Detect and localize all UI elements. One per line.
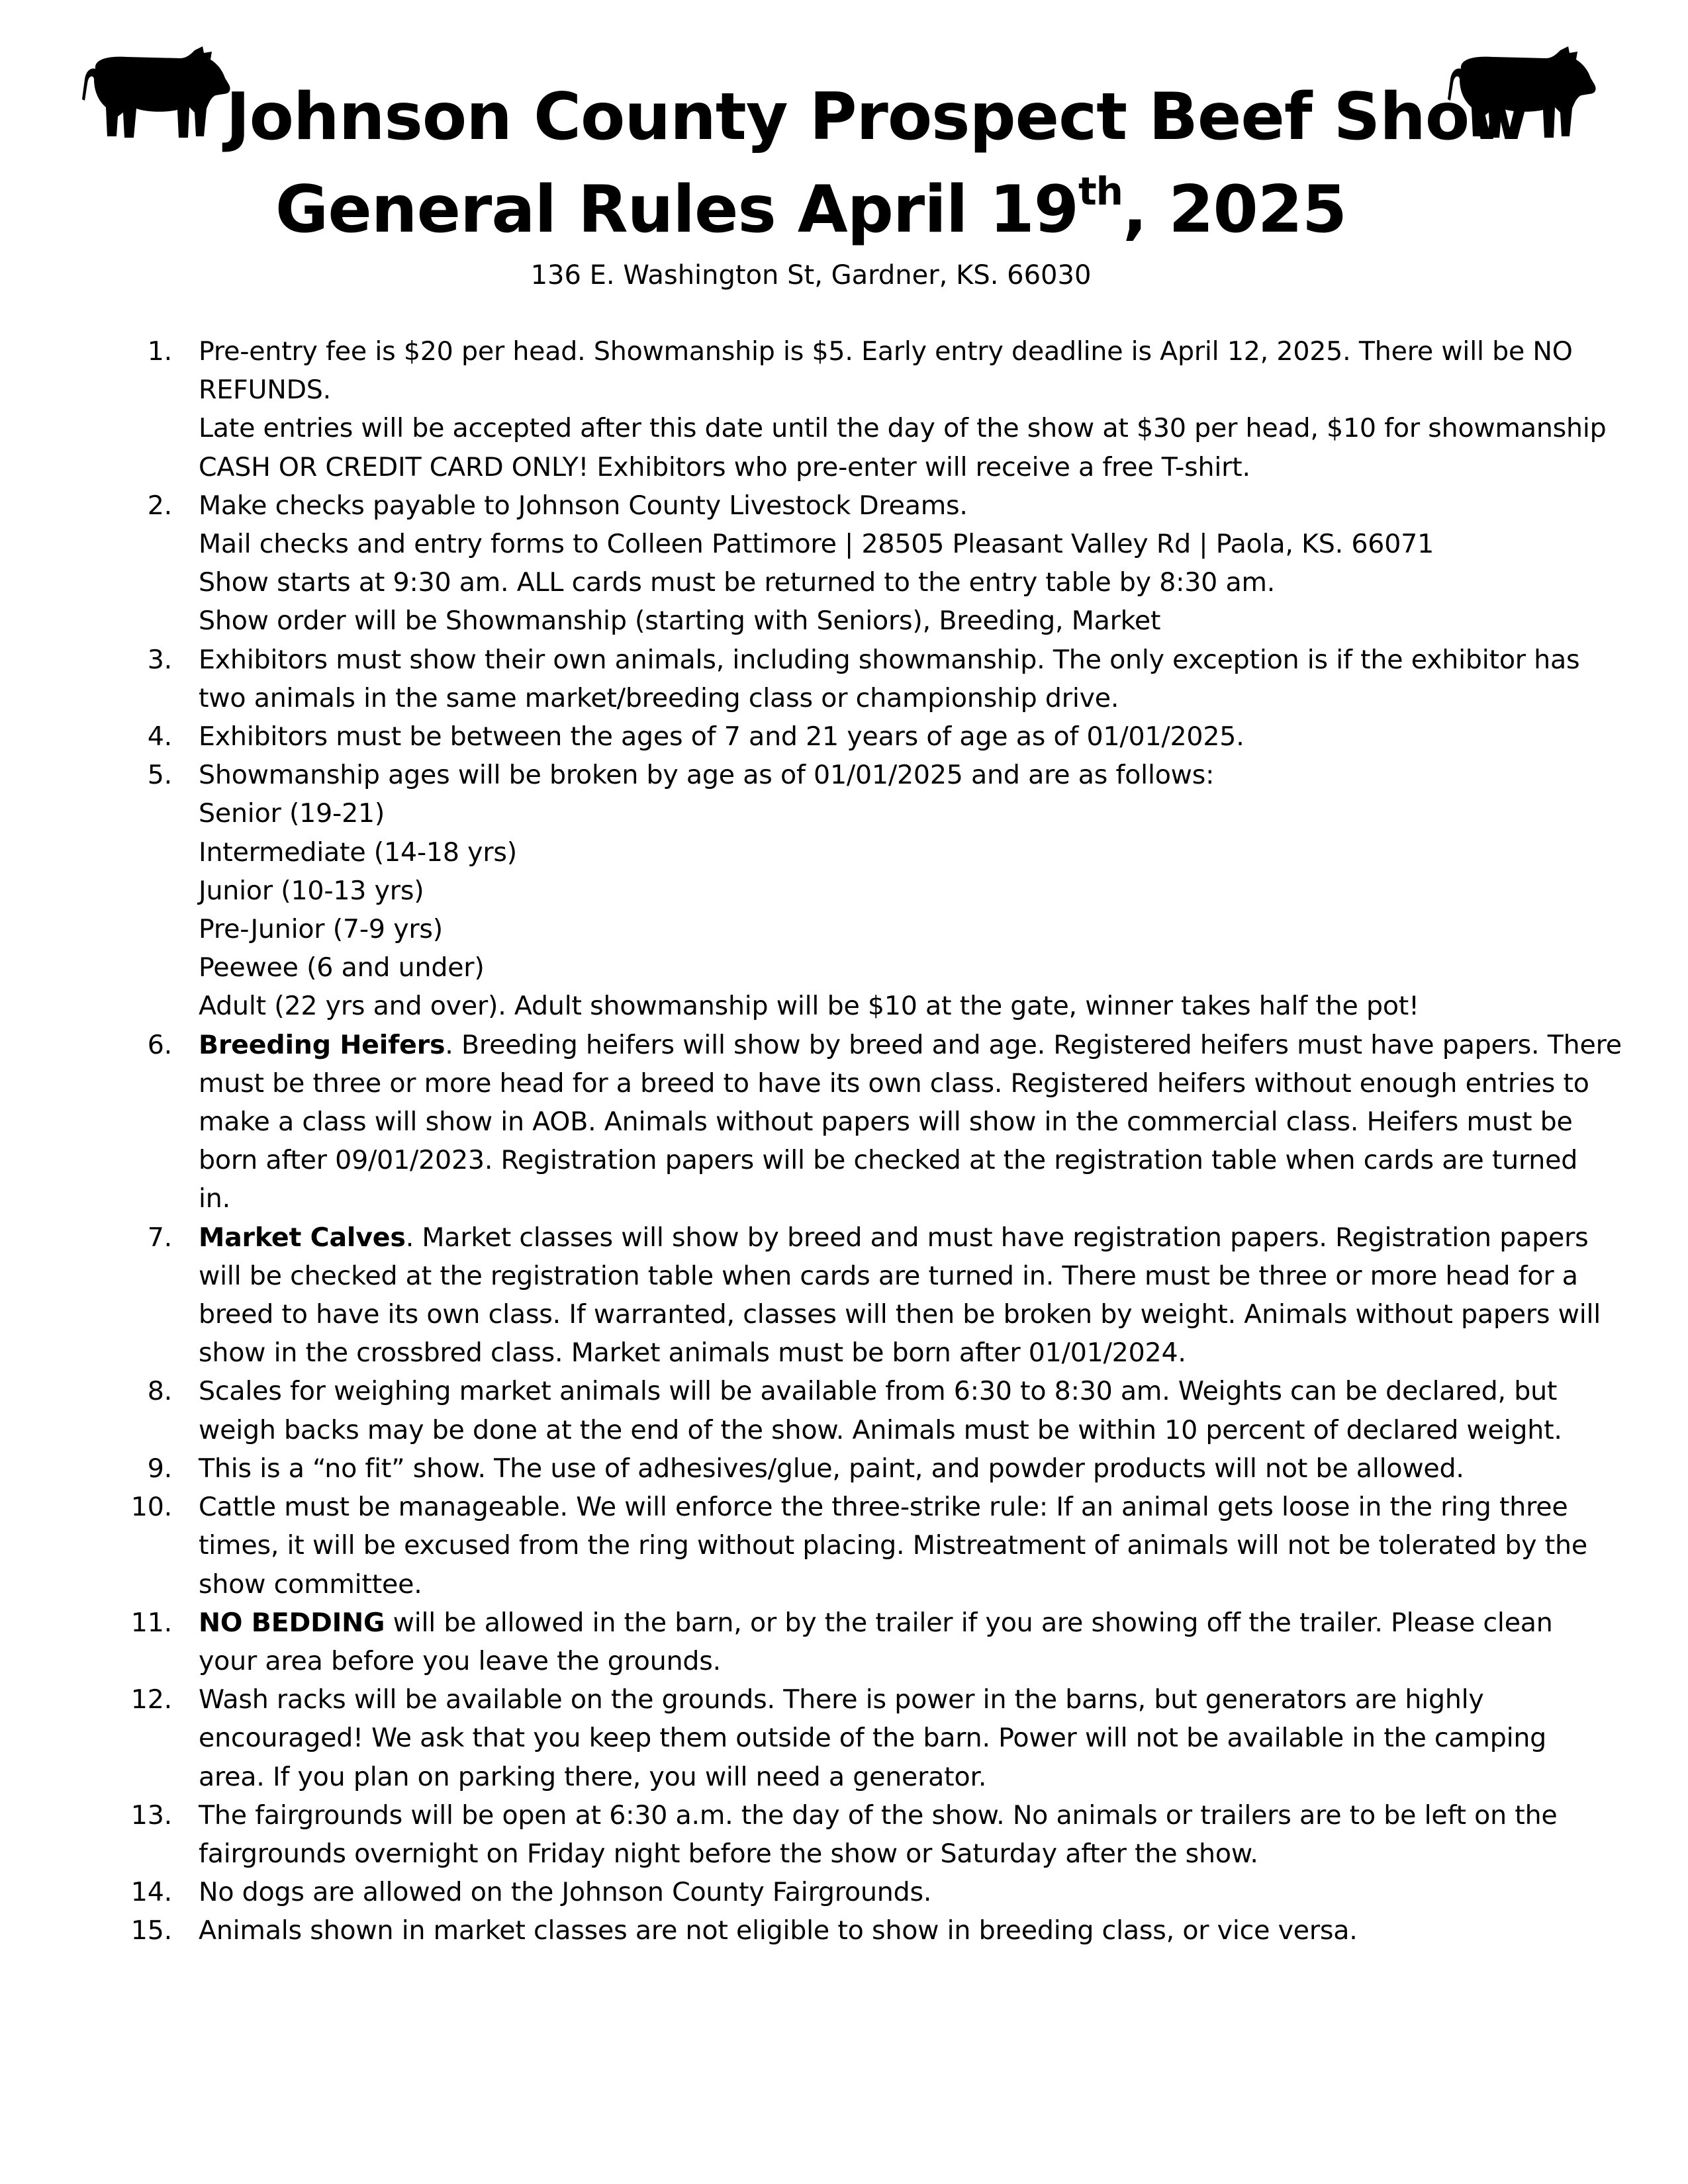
subtitle-superscript: th bbox=[1078, 169, 1123, 214]
rule-line: Intermediate (14-18 yrs) bbox=[199, 837, 517, 868]
rule-line: CASH OR CREDIT CARD ONLY! Exhibitors who pre-enter will receive a free T-shirt. bbox=[199, 451, 1250, 482]
rule-number: 13. bbox=[130, 1799, 172, 1831]
rule-item bbox=[0, 1449, 1688, 1488]
rule-line: This is a “no fit” show. The use of adhesives/glue, paint, and powder products will not be allowed. bbox=[199, 1453, 1464, 1484]
rule-number: 12. bbox=[130, 1684, 172, 1715]
rule-line: Peewee (6 and under) bbox=[199, 952, 485, 983]
rule-line: No dogs are allowed on the Johnson County Fairgrounds. bbox=[199, 1877, 932, 1908]
rule-line: Senior (19-21) bbox=[199, 798, 385, 829]
subtitle-main: General Rules April 19 bbox=[275, 172, 1078, 248]
rule-item bbox=[0, 1218, 1688, 1373]
rule-item bbox=[0, 1372, 1688, 1449]
rule-line: Exhibitors must be between the ages of 7 and 21 years of age as of 01/01/2025. bbox=[199, 721, 1244, 752]
rule-number: 7. bbox=[147, 1222, 172, 1253]
rule-line bbox=[199, 1604, 1595, 1642]
rule-number: 9. bbox=[147, 1453, 172, 1484]
rule-line: Animals shown in market classes are not eligible to show in breeding class, or vice versa. bbox=[199, 1915, 1358, 1946]
rule-item bbox=[0, 1796, 1688, 1873]
rule-number: 1. bbox=[147, 336, 172, 367]
rule-number: 8. bbox=[147, 1376, 172, 1407]
rule-item bbox=[0, 1488, 1688, 1604]
rule-line: Show starts at 9:30 am. ALL cards must be returned to the entry table by 8:30 am. bbox=[199, 567, 1276, 598]
rule-number: 2. bbox=[147, 490, 172, 521]
rule-line: Wash racks will be available on the grounds. There is power in the barns, but generators are highly bbox=[199, 1684, 1484, 1715]
venue-address: 136 E. Washington St, Gardner, KS. 66030 bbox=[530, 260, 1092, 291]
rule-line bbox=[199, 1218, 1595, 1257]
rules-list bbox=[0, 332, 1688, 1950]
rule-line: Pre-entry fee is $20 per head. Showmanship is $5. Early entry deadline is April 12, 2025. There will be NO bbox=[199, 336, 1573, 367]
rule-line: Make checks payable to Johnson County Livestock Dreams. bbox=[199, 490, 968, 521]
rule-line: breed to have its own class. If warranted, classes will then be broken by weight. Animals without papers will bbox=[199, 1299, 1601, 1330]
rule-line: in. bbox=[199, 1183, 230, 1214]
rule-line: Showmanship ages will be broken by age as of 01/01/2025 and are as follows: bbox=[199, 760, 1215, 791]
rule-line: The fairgrounds will be open at 6:30 a.m. the day of the show. No animals or trailers are to be left on the bbox=[199, 1799, 1558, 1831]
rule-line: area. If you plan on parking there, you will need a generator. bbox=[199, 1761, 987, 1792]
rule-line: Junior (10-13 yrs) bbox=[199, 875, 424, 906]
rule-item bbox=[0, 1026, 1688, 1218]
rule-item bbox=[0, 1873, 1688, 1911]
rule-number: 5. bbox=[147, 760, 172, 791]
rule-line: REFUNDS. bbox=[199, 375, 332, 406]
rule-line: make a class will show in AOB. Animals without papers will show in the commercial class. Heifers must be bbox=[199, 1107, 1573, 1138]
rule-text: . Breeding heifers will show by breed and age. Registered heifers must have papers. There bbox=[445, 1029, 1622, 1060]
rule-line: weigh backs may be done at the end of the show. Animals must be within 10 percent of declared weight. bbox=[199, 1414, 1562, 1445]
rule-line: your area before you leave the grounds. bbox=[199, 1645, 722, 1676]
rule-line: Show order will be Showmanship (starting with Seniors), Breeding, Market bbox=[199, 606, 1161, 637]
rule-line: Late entries will be accepted after this date until the day of the show at $30 per head, $10 for showmanship bbox=[199, 413, 1607, 444]
rule-line: will be checked at the registration table when cards are turned in. There must be three or more head for a bbox=[199, 1260, 1578, 1291]
rule-number: 11. bbox=[130, 1607, 172, 1638]
rule-line: Scales for weighing market animals will be available from 6:30 to 8:30 am. Weights can be declared, but bbox=[199, 1376, 1558, 1407]
rule-number: 4. bbox=[147, 721, 172, 752]
rule-line: must be three or more head for a breed to have its own class. Registered heifers without enough entries to bbox=[199, 1068, 1589, 1099]
rule-heading: Breeding Heifers bbox=[199, 1029, 445, 1060]
rule-heading: NO BEDDING bbox=[199, 1607, 385, 1638]
rule-line: show in the crossbred class. Market animals must be born after 01/01/2024. bbox=[199, 1338, 1186, 1369]
rule-line: two animals in the same market/breeding class or championship drive. bbox=[199, 682, 1119, 713]
rule-number: 15. bbox=[130, 1915, 172, 1946]
rule-line: times, it will be excused from the ring without placing. Mistreatment of animals will not be tolerated by the bbox=[199, 1530, 1587, 1561]
rule-line: show committee. bbox=[199, 1569, 422, 1600]
rule-item bbox=[0, 756, 1688, 1025]
rule-line: Mail checks and entry forms to Colleen Pattimore | 28505 Pleasant Valley Rd | Paola, KS. 66071 bbox=[199, 529, 1434, 560]
page-title: Johnson County Prospect Beef Show bbox=[226, 79, 1528, 155]
rule-number: 14. bbox=[130, 1877, 172, 1908]
rule-line: Cattle must be manageable. We will enforce the three-strike rule: If an animal gets loose in the ring three bbox=[199, 1492, 1568, 1523]
rule-item bbox=[0, 1911, 1688, 1950]
rule-line: Pre-Junior (7-9 yrs) bbox=[199, 914, 443, 945]
rule-heading: Market Calves bbox=[199, 1222, 406, 1253]
rule-number: 6. bbox=[147, 1029, 172, 1060]
rule-line: Adult (22 yrs and over). Adult showmanship will be $10 at the gate, winner takes half the pot! bbox=[199, 991, 1419, 1022]
rule-text: . Market classes will show by breed and must have registration papers. Registration papers bbox=[405, 1222, 1589, 1253]
subtitle-year: , 2025 bbox=[1122, 172, 1347, 248]
rule-item bbox=[0, 641, 1688, 717]
rule-item bbox=[0, 1604, 1688, 1680]
page-subtitle bbox=[0, 169, 1655, 248]
rule-text: will be allowed in the barn, or by the trailer if you are showing off the trailer. Please clean bbox=[385, 1607, 1553, 1638]
rule-item bbox=[0, 486, 1688, 641]
rule-line: encouraged! We ask that you keep them outside of the barn. Power will not be available in the camping bbox=[199, 1723, 1547, 1754]
rule-line: Exhibitors must show their own animals, including showmanship. The only exception is if the exhibitor has bbox=[199, 644, 1580, 675]
rule-item bbox=[0, 332, 1688, 486]
rule-line bbox=[199, 1026, 1622, 1064]
rule-line: fairgrounds overnight on Friday night before the show or Saturday after the show. bbox=[199, 1838, 1258, 1869]
rule-item bbox=[0, 717, 1688, 756]
rule-number: 3. bbox=[147, 644, 172, 675]
rule-item bbox=[0, 1680, 1688, 1796]
rule-number: 10. bbox=[130, 1492, 172, 1523]
rule-line: born after 09/01/2023. Registration papers will be checked at the registration table when cards are turned bbox=[199, 1145, 1578, 1176]
